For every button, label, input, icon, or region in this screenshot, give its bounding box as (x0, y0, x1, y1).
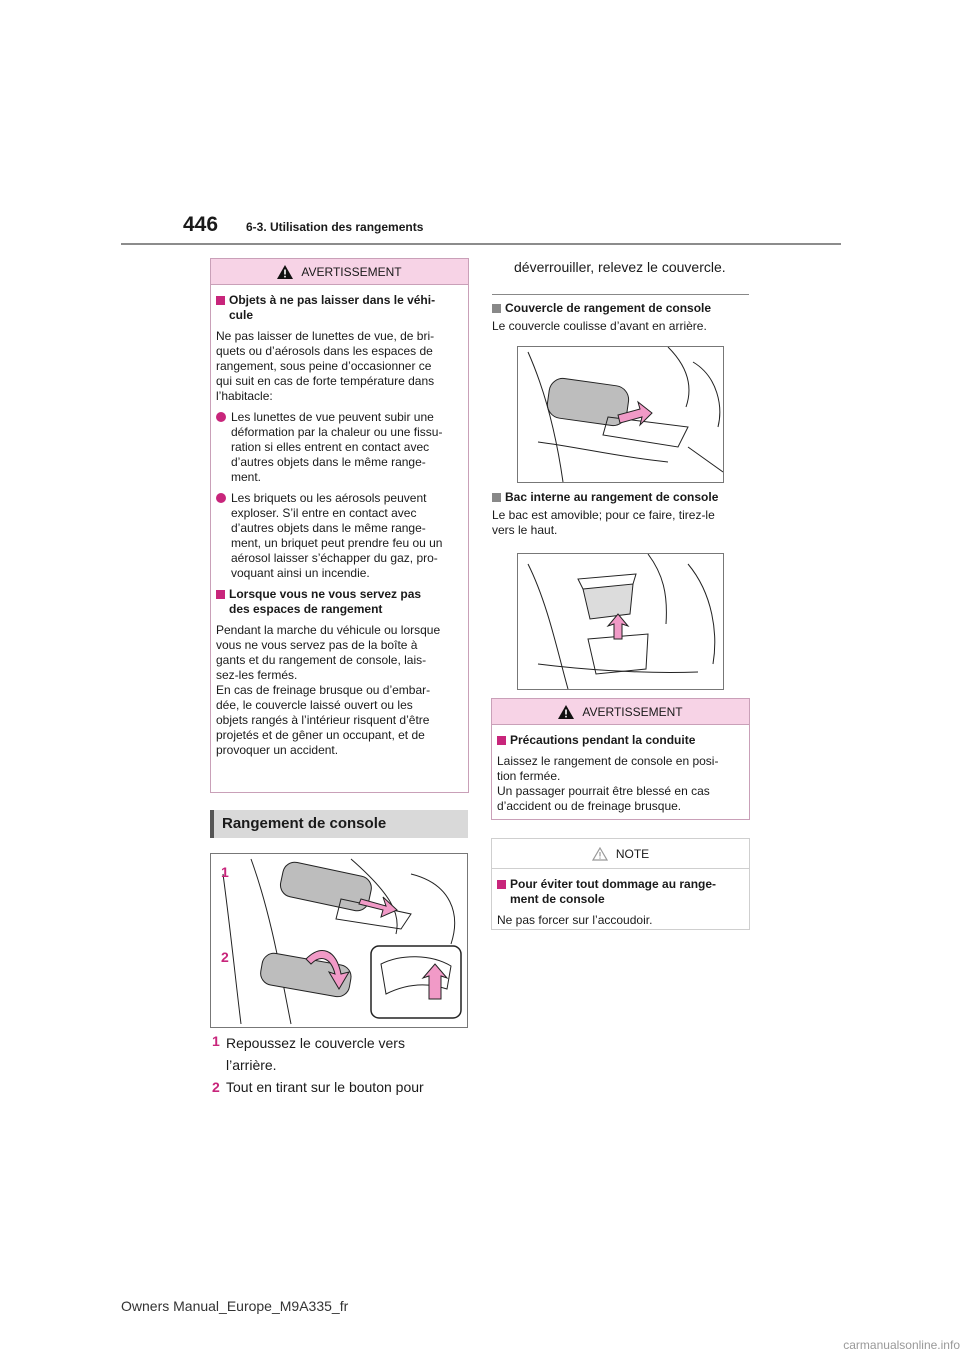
callout-label: 1 (221, 864, 229, 880)
armrest-illustration (211, 854, 468, 1028)
bullet-icon (216, 412, 226, 422)
subsection-heading: Couvercle de rangement de console (492, 301, 711, 315)
note-heading: Pour éviter tout dommage au range- ment de console (497, 877, 744, 907)
watermark: carmanualsonline.info (843, 1338, 960, 1352)
caution-icon (592, 847, 608, 861)
warning-icon (277, 265, 293, 279)
bullet-icon (216, 493, 226, 503)
note-box (491, 838, 750, 930)
note-paragraph: Ne pas forcer sur l’accoudoir. (497, 913, 653, 927)
step-item: 2 Tout en tirant sur le bouton pour (212, 1079, 424, 1095)
callout-label: 2 (221, 949, 229, 965)
divider (492, 294, 749, 295)
warning-paragraph: Laissez le rangement de console en posi- tion fermée. Un passager pourrait être blessé en cas d’accident ou de freinage brusque. (497, 754, 719, 813)
page-number: 446 (183, 213, 219, 236)
square-bullet-icon (497, 736, 506, 745)
removable-tray-illustration (518, 554, 724, 690)
header-rule (121, 243, 841, 245)
body-text: Le bac est amovible; pour ce faire, tirez-le vers le haut. (492, 508, 715, 537)
sliding-lid-illustration (518, 347, 724, 483)
square-bullet-icon (492, 493, 501, 502)
warning-header (492, 699, 749, 725)
body-text: Le couvercle coulisse d’avant en arrière. (492, 319, 707, 333)
list-item: Les briquets ou les aérosols peuvent exploser. S’il entre en contact avec d’autres objets dans le même range- ment, un briquet peut prendre feu ou un aérosol laisser s’échapper du gaz, pro- voquant ainsi un incendie. (216, 491, 463, 581)
section-heading: Rangement de console (210, 810, 468, 838)
subsection-heading: Bac interne au rangement de console (492, 490, 718, 504)
warning-title: AVERTISSEMENT (582, 704, 683, 719)
note-title: NOTE (615, 846, 650, 861)
warning-title: AVERTISSEMENT (301, 264, 402, 279)
square-bullet-icon (216, 296, 225, 305)
section-title: 6-3. Utilisation des rangements (246, 220, 424, 234)
warning-header (211, 259, 468, 285)
square-bullet-icon (497, 880, 506, 889)
footer-text: Owners Manual_Europe_M9A335_fr (121, 1298, 349, 1314)
warning-box (210, 258, 469, 793)
lid-illustration (517, 346, 724, 483)
warning-paragraph: Ne pas laisser de lunettes de vue, de bri- quets ou d’aérosols dans les espaces de rangement, sous peine d’occasionner ce qui suit en cas de forte température dans l’habitacle: (216, 329, 435, 403)
warning-icon (558, 705, 574, 719)
console-illustration (210, 853, 468, 1028)
warning-heading: Précautions pendant la conduite (497, 733, 744, 748)
warning-heading: Objets à ne pas laisser dans le véhi- cule (216, 293, 463, 323)
square-bullet-icon (492, 304, 501, 313)
warning-box (491, 698, 750, 820)
warning-paragraph: Pendant la marche du véhicule ou lorsque vous ne vous servez pas de la boîte à gants et du rangement de console, lais- sez-les fermés. En cas de freinage brusque ou d’embar- dée, le couvercle laissé ouvert ou les objets rangés à l’intérieur risquent d’être projetés et de gêner un occupant, et de provoquer un accident. (216, 623, 441, 757)
square-bullet-icon (216, 590, 225, 599)
tray-illustration (517, 553, 724, 690)
list-item: Les lunettes de vue peuvent subir une déformation par la chaleur ou une fissu- ration si elles entrent en contact avec d’autres objets dans le même range- ment. (216, 410, 463, 485)
warning-heading: Lorsque vous ne vous servez pas des espaces de rangement (216, 587, 463, 617)
step-item: 1 Repoussez le couvercle vers l’arrière. (212, 1033, 405, 1073)
step-continuation: déverrouiller, relevez le couvercle. (514, 259, 726, 275)
note-header (492, 839, 749, 869)
